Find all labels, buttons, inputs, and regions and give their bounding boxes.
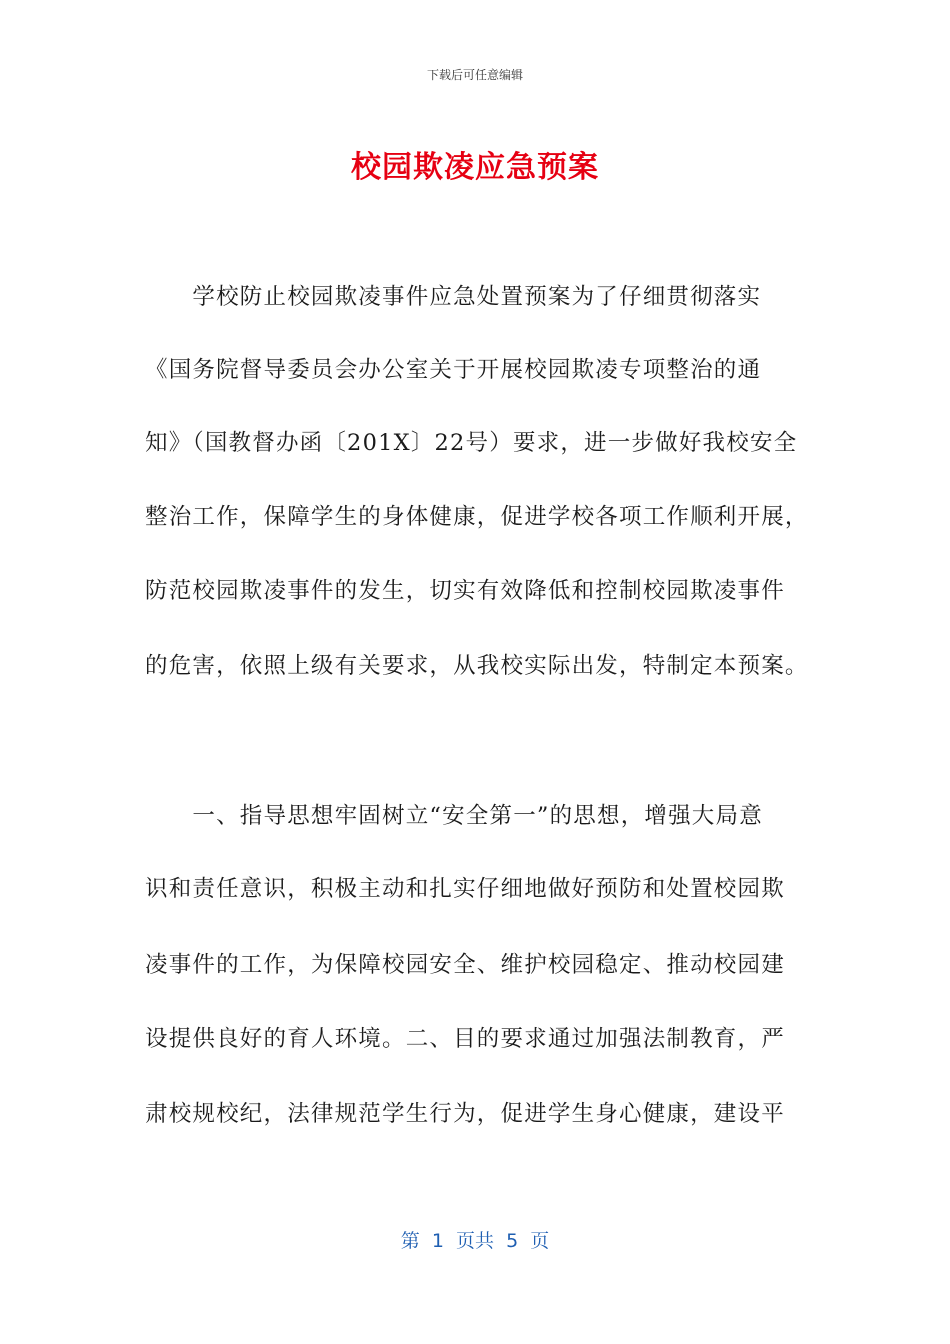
paragraph-line: 凌事件的工作，为保障校园安全、维护校园稳定、推动校园建 [145,952,785,978]
paragraph-line: 肃校规校纪，法律规范学生行为，促进学生身心健康，建设平 [145,1101,785,1127]
header-note: 下载后可任意编辑 [426,68,523,82]
paragraph-line: 学校防止校园欺凌事件应急处置预案为了仔细贯彻落实 [145,284,762,310]
paragraph-line: 整治工作，保障学生的身体健康，促进学校各项工作顺利开展， [145,504,809,530]
paragraph-line: 识和责任意识，积极主动和扎实仔细地做好预防和处置校园欺 [145,876,785,902]
paragraph-line: 设提供良好的育人环境。二、目的要求通过加强法制教育，严 [145,1026,785,1052]
page-number-footer: 第 1 页共 5 页 [400,1230,550,1252]
paragraph-line: 《国务院督导委员会办公室关于开展校园欺凌专项整治的通 [145,357,762,383]
paragraph-line: 防范校园欺凌事件的发生，切实有效降低和控制校园欺凌事件 [145,578,785,604]
paragraph-line: 知》（国教督办函〔201X〕22号）要求，进一步做好我校安全 [145,430,798,456]
paragraph-line: 的危害，依照上级有关要求，从我校实际出发，特制定本预案。 [145,653,809,679]
document-title: 校园欺凌应急预案 [351,150,599,185]
paragraph-line: 一、指导思想牢固树立“安全第一”的思想，增强大局意 [145,803,763,829]
